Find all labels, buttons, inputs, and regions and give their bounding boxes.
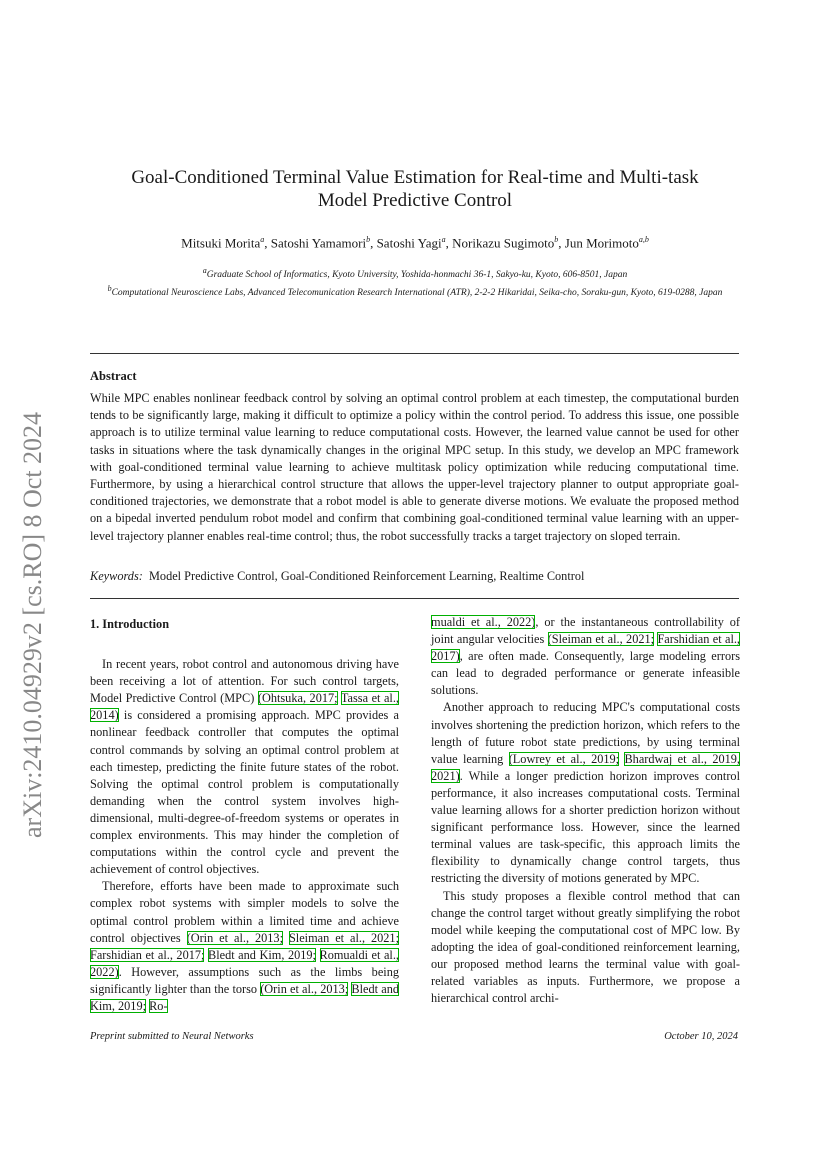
paragraph: This study proposes a flexible control method that can change the control target without greatly simplifying the robot model while keeping the computational cost of MPC low. By adopting the idea of goal-conditioned reinforcement learning, our proposed method learns the terminal value with goal-related variables as inputs. Furthermore, we propose a hierarchical control archi- xyxy=(431,888,740,1006)
author-affil-mark: b xyxy=(366,235,371,244)
left-column xyxy=(90,614,399,1015)
abstract-top-rule xyxy=(90,353,739,354)
author-affil-mark: a,b xyxy=(638,235,649,244)
keywords-label: Keywords: xyxy=(90,569,143,583)
citation-link[interactable]: Farshidian et al., 2017) xyxy=(431,632,741,664)
keywords xyxy=(90,569,739,584)
footer-date: October 10, 2024 xyxy=(664,1031,738,1042)
abstract-text: While MPC enables nonlinear feedback control by solving an optimal control problem at each timestep, the computational burden tends to be significantly large, making it difficult to optimize a policy within the control period. To address this issue, one possible approach is to utilize terminal value learning to reduce computational costs. However, the learned value cannot be used for other tasks in situations where the task dynamically changes in the original MPC setup. In this study, we develop an MPC framework with goal-conditioned terminal value learning to achieve multitask policy optimization while reducing computational time. Furthermore, by using a hierarchical control structure that allows the upper-level trajectory planner to output appropriate goal-conditioned trajectories, we demonstrate that a robot model is able to generate diverse motions. We evaluate the proposed method on a bipedal inverted pendulum robot model and confirm that combining goal-conditioned terminal value learning with an upper-level trajectory planner enables real-time control; thus, the robot successfully tracks a target trajectory on sloped terrain. xyxy=(90,391,739,543)
author-list: Mitsuki Morita$^a$, Satoshi Yamamori$^b$, Satoshi Yagi$^a$, Norikazu Sugimoto$^b$, Jun Morimoto$^{a,b}$ xyxy=(181,235,649,251)
citation-link[interactable]: Bledt and Kim, 2019; xyxy=(208,947,316,962)
citation-link[interactable]: (Ohtsuka, 2017; xyxy=(257,691,338,706)
citation-link[interactable]: (Lowrey et al., 2019; xyxy=(508,751,620,766)
citation-link[interactable]: Sleiman et al., 2021; xyxy=(288,930,399,945)
title-line-2: Model Predictive Control xyxy=(317,190,513,211)
author-name: Jun Morimoto xyxy=(564,235,639,251)
citation-link[interactable]: (Orin et al., 2013; xyxy=(260,981,349,996)
keywords-text: Model Predictive Control, Goal-Conditioned Reinforcement Learning, Realtime Control xyxy=(148,569,585,583)
abstract-heading: Abstract xyxy=(90,369,137,383)
section-heading: 1. Introduction xyxy=(90,617,170,631)
paper-title xyxy=(90,166,740,212)
citation-link[interactable]: Ro- xyxy=(149,998,168,1013)
arxiv-identifier: arXiv:2410.04929v2 [cs.RO] 8 Oct 2024 xyxy=(18,411,47,838)
author-affil-mark: a xyxy=(260,235,265,244)
author-name: Satoshi Yamamori xyxy=(270,235,367,251)
citation-link[interactable]: (Orin et al., 2013; xyxy=(186,930,283,945)
citation-link[interactable]: Romualdi et al., 2022) xyxy=(90,947,399,979)
affiliation-b: $^b$Computational Neuroscience Labs, Advanced Telecomunication Research International (ATR), 2-2-2 Hikaridai, Seika-cho, Soraku-gun, Kyoto, 619-0288, Japan xyxy=(107,284,723,299)
citation-link[interactable]: Farshidian et al., 2017; xyxy=(90,947,205,962)
citation-link[interactable]: mualdi et al., 2022) xyxy=(431,615,536,629)
paragraph: Another approach to reducing MPC's computational costs involves shortening the prediction horizon, which refers to the length of future robot state predictions, by using terminal value learning (Lowrey et al., 2019; Bhardwaj et al., 2019, 2021). While a longer prediction horizon improves control performance, it also increases computational costs. Terminal value learning allows for a shorter prediction horizon without significant performance loss. However, since the learned terminal values are task-specific, this approach limits the flexibility to dynamically change control targets, thus restricting the diversity of motions generated by MPC. xyxy=(431,700,740,886)
author-name: Satoshi Yagi xyxy=(376,235,442,251)
affiliations xyxy=(100,264,730,300)
footer-submission-note: Preprint submitted to Neural Networks xyxy=(90,1031,254,1042)
paragraph: Therefore, efforts have been made to approximate such complex robot systems with simpler models to solve the optimal control problem within a limited time and achieve control objectives (Orin et al., 2013; Sleiman et al., 2021; Farshidian et al., 2017; Bledt and Kim, 2019; Romualdi et al., 2022). However, assumptions such as the limbs being significantly lighter than the torso (Orin et al., 2013; Bledt and Kim, 2019; Ro- xyxy=(90,879,399,1013)
author-name: Mitsuki Morita xyxy=(181,235,261,251)
right-column xyxy=(431,614,740,1007)
paragraph: In recent years, robot control and autonomous driving have been receiving a lot of attention. For such control targets, Model Predictive Control (MPC) (Ohtsuka, 2017; Tassa et al., 2014) is considered a promising approach. MPC provides a nonlinear feedback controller that computes the optimal control commands by solving an optimal control problem at each timestep, predicting the finite future states of the robot. Solving the optimal control problem is computationally demanding when the control system involves high-dimensional, multi-degree-of-freedom systems or operates in complex environments. This may hinder the completion of computations within the control cycle and prevent the achievement of control objectives. xyxy=(90,657,400,877)
citation-link[interactable]: Bledt and Kim, 2019; xyxy=(90,981,399,1013)
citation-link[interactable]: Tassa et al., 2014) xyxy=(90,691,400,723)
citation-link[interactable]: 2021) xyxy=(431,768,460,783)
citation-link[interactable]: (Sleiman et al., 2021; xyxy=(547,632,655,647)
author-name: Norikazu Sugimoto xyxy=(452,235,555,251)
affiliation-a: $^a$Graduate School of Informatics, Kyoto University, Yoshida-honmachi 36-1, Sakyo-ku, Kyoto, 606-8501, Japan xyxy=(202,266,628,281)
paragraph: mualdi et al., 2022), or the instantaneous controllability of joint angular velocities (Sleiman et al., 2021; Farshidian et al., 2017), are often made. Consequently, large modeling errors can lead to degraded performance or generate infeasible solutions. xyxy=(431,615,741,698)
author-affil-mark: a xyxy=(441,235,446,244)
citation-link[interactable]: Bhardwaj et al., 2019, xyxy=(624,751,740,766)
author-affil-mark: b xyxy=(554,235,559,244)
abstract-bottom-rule xyxy=(90,598,739,599)
title-line-1: Goal-Conditioned Terminal Value Estimation for Real-time and Multi-task xyxy=(131,167,699,188)
